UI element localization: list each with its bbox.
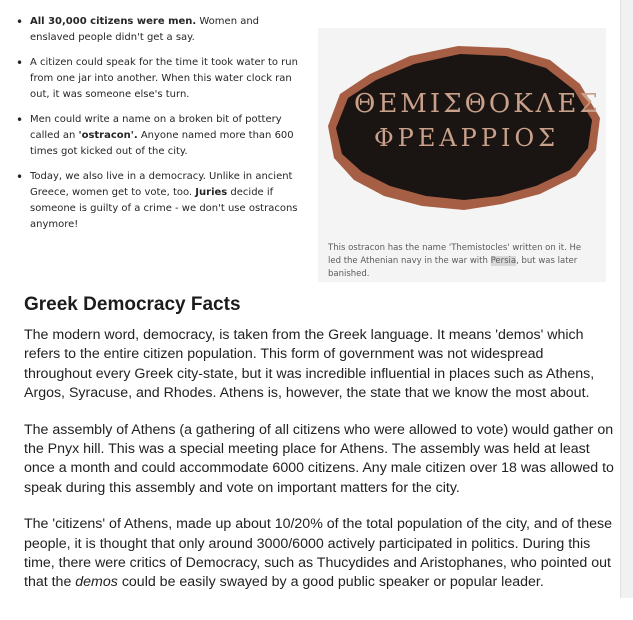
bullet-text: Today, we also live in a democracy. Unlike in ancient Greece, women get to vote, too. <box>30 171 293 198</box>
article-section <box>24 292 614 610</box>
inscription-line-1: ΘΕΜΙΣΘΟΚΛΕΣ <box>354 89 601 119</box>
article-title: Greek Democracy Facts <box>24 294 241 315</box>
page-scrollbar[interactable] <box>620 0 633 598</box>
bullet-text: Men could write a name on a broken bit of pottery called an <box>30 114 282 141</box>
ostracon-image-card <box>318 28 606 282</box>
bullet-item <box>14 14 306 46</box>
bullet-text: Anyone named more than 600 times got kicked out of the city. <box>30 130 294 157</box>
article-paragraph: The assembly of Athens (a gathering of all citizens who were allowed to vote) would gather on the Pnyx hill. This was a special meeting place for Athens. The assembly was held at least once a month and could accommodate 6000 citizens. Any male citizen over 18 was allowed to speak during this assembly and vote on important matters for the city. <box>24 421 614 496</box>
bullet-text: decide if someone is guilty of a crime - we don't use ostracons anymore! <box>30 187 298 230</box>
facts-bullet-list <box>14 14 306 242</box>
image-caption <box>328 242 596 281</box>
bullet-strong: Juries <box>195 187 228 198</box>
caption-highlighted-word: Persia <box>490 256 517 266</box>
bullet-text: A citizen could speak for the time it took water to run from one jar into another. When this water clock ran out, it was someone else's turn. <box>30 57 298 100</box>
article-paragraph <box>24 515 614 593</box>
bullet-item <box>14 169 306 233</box>
paragraph-text: The 'citizens' of Athens, made up about 10/20% of the total population of the city, and of these people, it is thought that only around 3000/6000 actively participated in politics. During this time, there were critics of Democracy, such as Thucydides and Aristophanes, who pointed out that the <box>24 516 613 591</box>
inscription-line-2: ΦΡΕΑΡΡΙΟΣ <box>374 124 560 152</box>
article-paragraph: The modern word, democracy, is taken from the Greek language. It means 'demos' which refers to the entire citizen population. This form of government was not widespread throughout every Greek city-state, but it was incredible influential in places such as Athens, Argos, Syracuse, and Rhodes. Athens is, however, the state that we know the most about. <box>24 327 595 402</box>
caption-text: This ostracon has the name 'Themistocles' written on it. He led the Athenian navy in the war with <box>328 243 582 266</box>
ostracon-image <box>318 34 606 234</box>
bullet-text: Women and enslaved people didn't get a say. <box>30 16 260 43</box>
bullet-item <box>14 55 306 103</box>
caption-text: , but was later banished. <box>328 256 578 279</box>
bullet-item <box>14 112 306 160</box>
paragraph-text: could be easily swayed by a good public speaker or popular leader. <box>117 574 544 591</box>
bullet-strong: All 30,000 citizens were men. <box>30 16 197 27</box>
paragraph-emphasis: demos <box>75 574 118 591</box>
bullet-strong: 'ostracon'. <box>78 130 138 141</box>
